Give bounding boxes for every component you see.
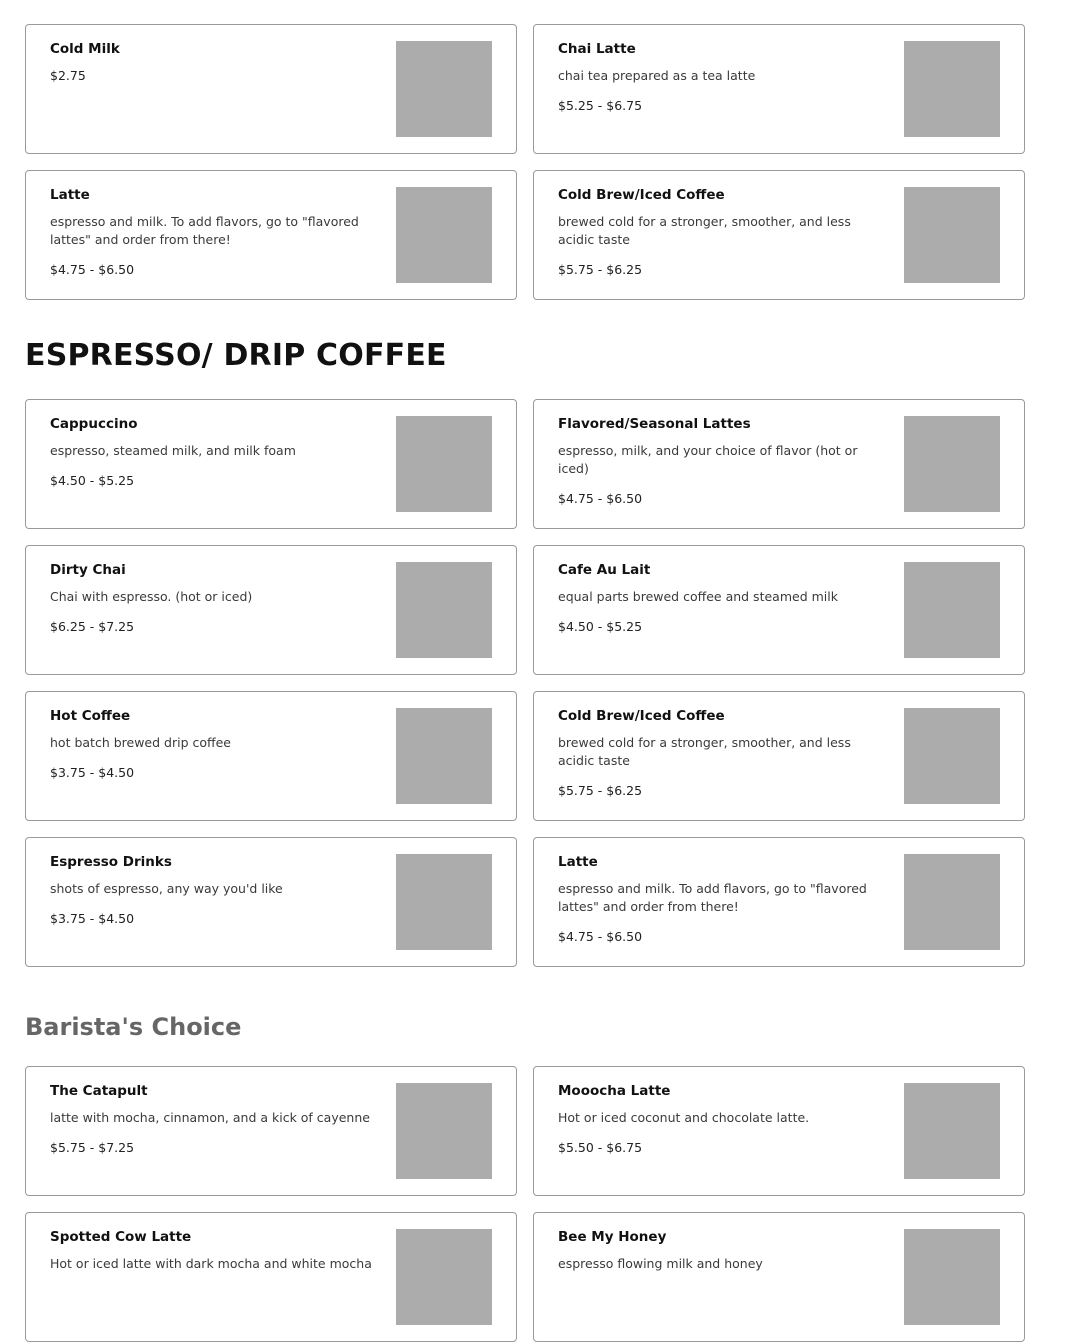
menu-item-card[interactable] [533,24,1025,154]
item-name: Mooocha Latte [558,1083,671,1099]
item-description: espresso and milk. To add flavors, go to "flavored lattes" and order from there! [50,214,359,247]
item-image-placeholder [904,41,1000,137]
item-description: chai tea prepared as a tea latte [558,68,756,83]
item-price: $4.50 - $5.25 [558,619,643,634]
item-price: $4.75 - $6.50 [50,262,135,277]
menu-item-card[interactable] [25,545,517,675]
item-name: Latte [558,854,598,870]
section-title-espresso: ESPRESSO/ DRIP COFFEE [25,338,447,373]
item-description: espresso, milk, and your choice of flavor (hot or iced) [558,443,858,476]
item-name: Dirty Chai [50,562,126,578]
section-title-barista: Barista's Choice [25,1013,242,1041]
item-price: $5.75 - $7.25 [50,1140,135,1155]
item-name: Latte [50,187,90,203]
item-description: espresso and milk. To add flavors, go to "flavored lattes" and order from there! [558,881,867,914]
item-price: $5.25 - $6.75 [558,98,643,113]
menu-item-card[interactable] [533,399,1025,529]
item-name: Chai Latte [558,41,636,57]
item-image-placeholder [396,562,492,658]
menu-item-card[interactable] [533,1066,1025,1196]
menu-item-card[interactable] [25,170,517,300]
item-price: $4.50 - $5.25 [50,473,135,488]
menu-item-card[interactable] [533,545,1025,675]
item-price: $3.75 - $4.50 [50,911,135,926]
item-description: Hot or iced latte with dark mocha and white mocha [50,1256,372,1271]
item-description: espresso, steamed milk, and milk foam [50,443,296,458]
menu-grid-barista [25,1066,1025,1342]
item-name: Hot Coffee [50,708,131,724]
item-description: brewed cold for a stronger, smoother, and less acidic taste [558,735,851,768]
menu-item-card[interactable] [533,691,1025,821]
item-name: The Catapult [50,1083,148,1099]
item-image-placeholder [904,1083,1000,1179]
item-description: shots of espresso, any way you'd like [50,881,283,896]
item-name: Spotted Cow Latte [50,1229,192,1245]
item-image-placeholder [904,187,1000,283]
item-description: Hot or iced coconut and chocolate latte. [558,1110,810,1125]
menu-item-card[interactable] [25,837,517,967]
item-description: hot batch brewed drip coffee [50,735,231,750]
item-price: $5.75 - $6.25 [558,262,643,277]
item-description: latte with mocha, cinnamon, and a kick of cayenne [50,1110,370,1125]
menu-item-card[interactable] [533,1212,1025,1342]
item-price: $6.25 - $7.25 [50,619,135,634]
item-description: espresso flowing milk and honey [558,1256,763,1271]
item-image-placeholder [396,708,492,804]
item-name: Cold Brew/Iced Coffee [558,708,725,724]
item-image-placeholder [904,708,1000,804]
menu-grid-top [25,24,1025,300]
item-image-placeholder [904,1229,1000,1325]
item-image-placeholder [396,416,492,512]
item-price: $2.75 [50,68,86,83]
item-name: Espresso Drinks [50,854,172,870]
item-image-placeholder [904,416,1000,512]
item-description: brewed cold for a stronger, smoother, and less acidic taste [558,214,851,247]
item-image-placeholder [396,187,492,283]
item-name: Cafe Au Lait [558,562,651,578]
menu-item-card[interactable] [25,1066,517,1196]
item-price: $5.50 - $6.75 [558,1140,643,1155]
menu-item-card[interactable] [25,1212,517,1342]
menu-item-card[interactable] [25,399,517,529]
item-image-placeholder [396,1229,492,1325]
item-name: Bee My Honey [558,1229,667,1245]
item-name: Cappuccino [50,416,138,432]
menu-item-card[interactable] [25,24,517,154]
menu-item-card[interactable] [533,837,1025,967]
item-image-placeholder [396,1083,492,1179]
item-price: $5.75 - $6.25 [558,783,643,798]
item-name: Flavored/Seasonal Lattes [558,416,751,432]
item-price: $4.75 - $6.50 [558,929,643,944]
item-price: $3.75 - $4.50 [50,765,135,780]
menu-item-card[interactable] [533,170,1025,300]
item-name: Cold Brew/Iced Coffee [558,187,725,203]
item-name: Cold Milk [50,41,120,57]
item-image-placeholder [396,854,492,950]
item-image-placeholder [396,41,492,137]
menu-item-card[interactable] [25,691,517,821]
item-image-placeholder [904,562,1000,658]
menu-grid-espresso [25,399,1025,967]
item-description: Chai with espresso. (hot or iced) [50,589,253,604]
item-price: $4.75 - $6.50 [558,491,643,506]
item-image-placeholder [904,854,1000,950]
item-description: equal parts brewed coffee and steamed milk [558,589,838,604]
